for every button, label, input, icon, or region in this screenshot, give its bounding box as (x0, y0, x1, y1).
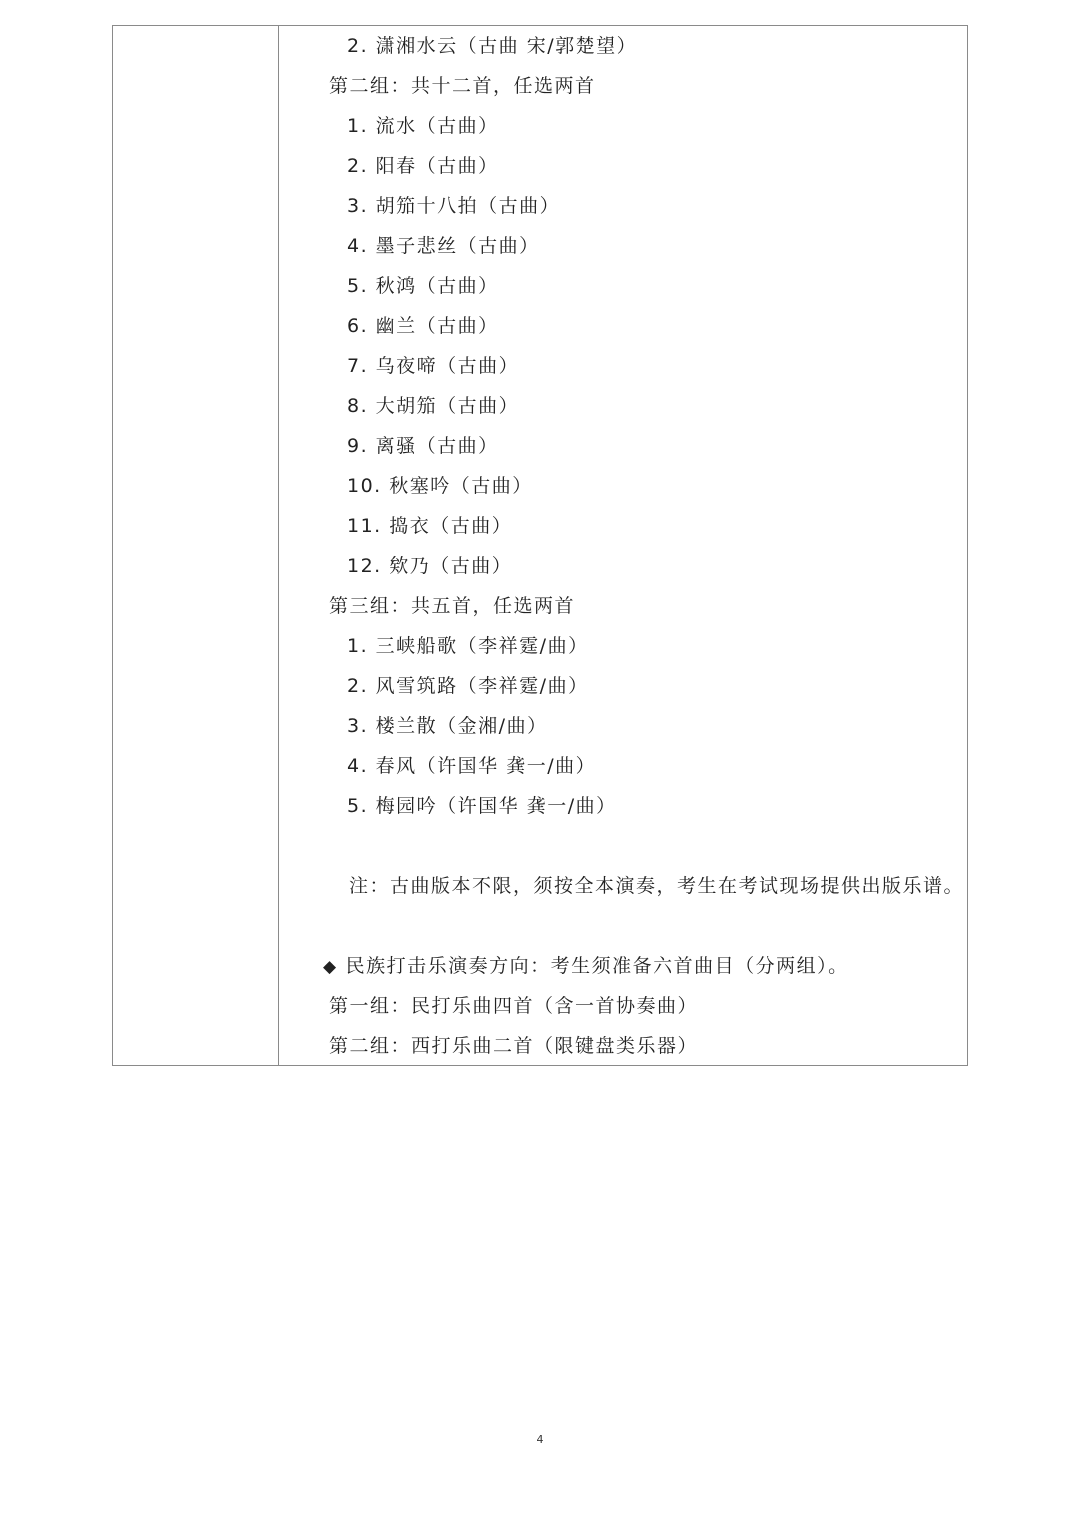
list-item: 10. 秋塞吟（古曲） (347, 475, 533, 497)
category-column (113, 26, 279, 1065)
list-item: 5. 秋鸿（古曲） (347, 275, 499, 297)
diamond-bullet-icon: ◆ (323, 957, 338, 977)
percussion-direction (323, 946, 849, 986)
list-item: 3. 胡笳十八拍（古曲） (347, 195, 561, 217)
group-heading: 第二组：共十二首，任选两首 (329, 75, 596, 97)
list-item: 2. 阳春（古曲） (347, 155, 499, 177)
list-item: 1. 三峡船歌（李祥霆/曲） (347, 635, 589, 657)
list-item: 4. 春风（许国华 龚一/曲） (347, 755, 597, 777)
list-item: 9. 离骚（古曲） (347, 435, 499, 457)
list-item: 7. 乌夜啼（古曲） (347, 355, 520, 377)
list-item: 4. 墨子悲丝（古曲） (347, 235, 540, 257)
list-item: 3. 楼兰散（金湘/曲） (347, 715, 548, 737)
list-item: 8. 大胡笳（古曲） (347, 395, 520, 417)
list-item: 2. 风雪筑路（李祥霆/曲） (347, 675, 589, 697)
page-number: 4 (536, 1433, 544, 1446)
list-item: 6. 幽兰（古曲） (347, 315, 499, 337)
list-item: 2. 潇湘水云（古曲 宋/郭楚望） (347, 35, 638, 57)
repertoire-table (112, 25, 968, 1066)
list-item: 12. 欸乃（古曲） (347, 555, 513, 577)
list-item: 11. 捣衣（古曲） (347, 515, 513, 537)
list-item: 1. 流水（古曲） (347, 115, 499, 137)
percussion-group-1: 第一组：民打乐曲四首（含一首协奏曲） (329, 995, 699, 1017)
list-item: 5. 梅园吟（许国华 龚一/曲） (347, 795, 617, 817)
repertoire-column (279, 26, 967, 1065)
note-text: 注：古曲版本不限，须按全本演奏，考生在考试现场提供出版乐谱。 (349, 875, 965, 897)
percussion-title: 民族打击乐演奏方向：考生须准备六首曲目（分两组）。 (345, 955, 849, 977)
percussion-group-2: 第二组：西打乐曲二首（限键盘类乐器） (329, 1035, 699, 1057)
group-heading: 第三组：共五首，任选两首 (329, 595, 576, 617)
